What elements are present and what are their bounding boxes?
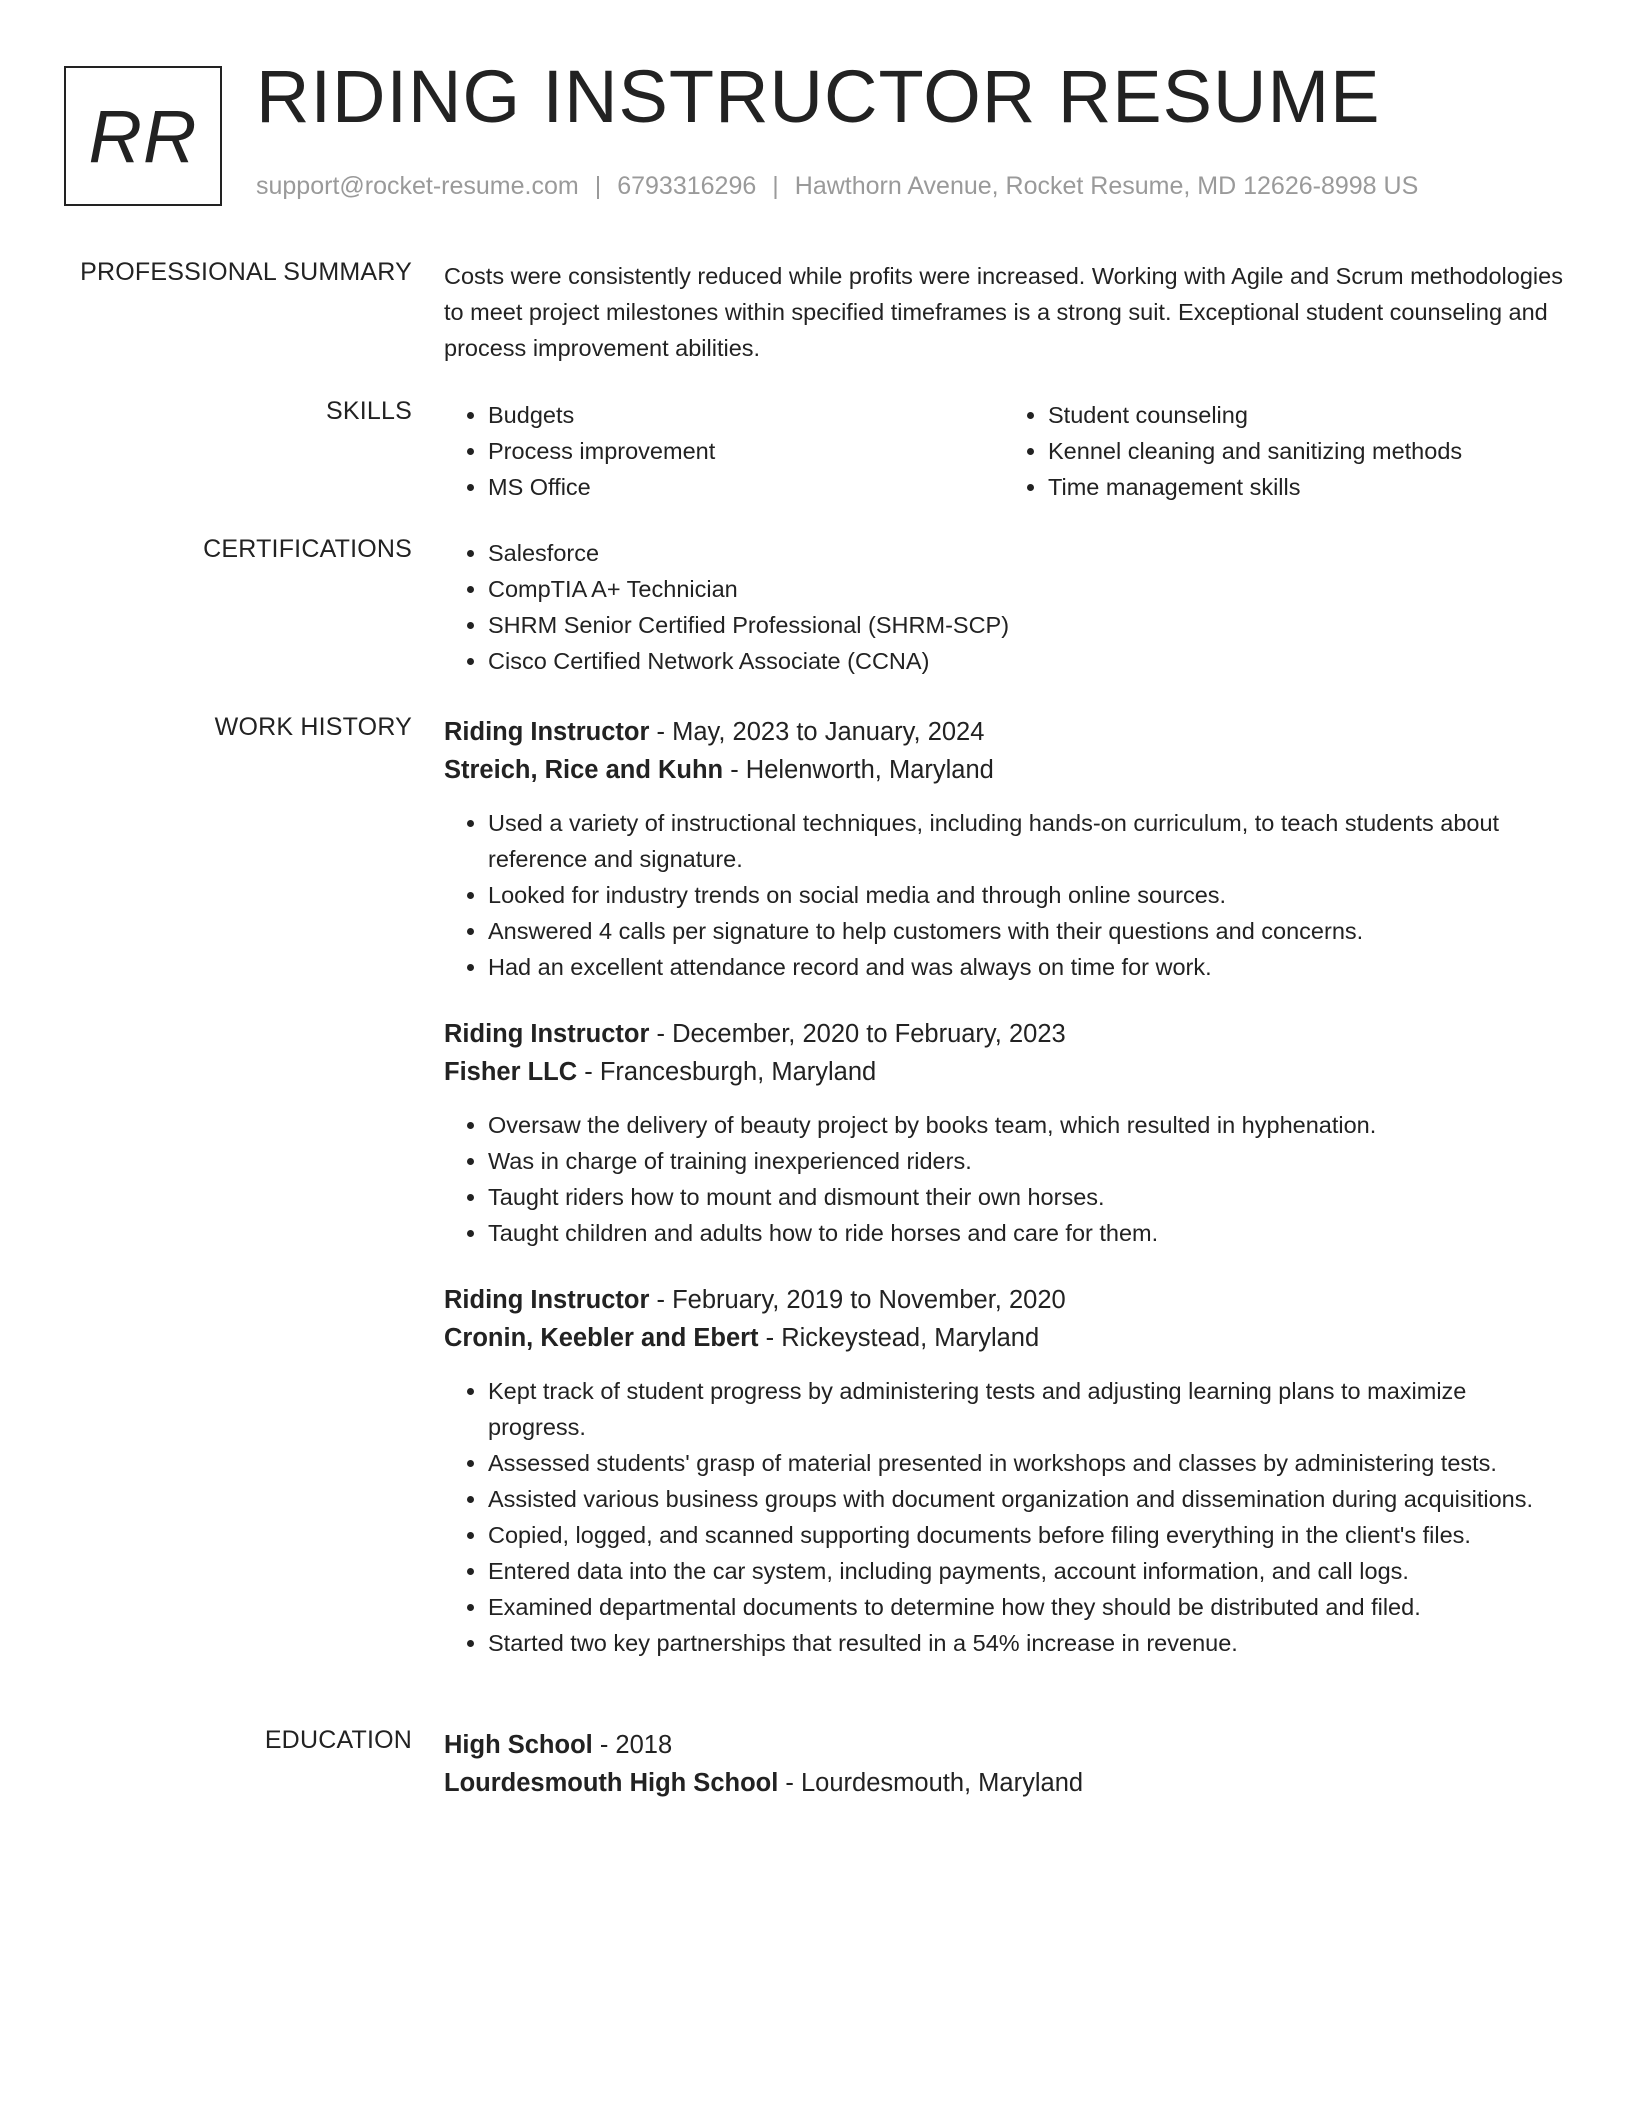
job-title: Riding Instructor — [444, 718, 650, 746]
education-school: Lourdesmouth High School — [444, 1769, 779, 1797]
job-company: Fisher LLC — [444, 1058, 578, 1086]
skill-item: • Time management skills — [1048, 469, 1564, 505]
education-degree-line — [444, 1726, 1564, 1764]
certification-item: • CompTIA A+ Technician — [488, 571, 1564, 607]
job-bullet: • Assessed students' grasp of material presented in workshops and classes by administering tests. — [488, 1445, 1564, 1481]
skill-item: • Kennel cleaning and sanitizing methods — [1048, 433, 1564, 469]
certification-item: • Cisco Certified Network Associate (CCNA) — [488, 643, 1564, 679]
job-title-line — [444, 1281, 1564, 1319]
section-label: PROFESSIONAL SUMMARY — [80, 258, 412, 286]
job-location: - Rickeystead, Maryland — [758, 1324, 1040, 1352]
education-degree: High School — [444, 1731, 593, 1759]
contact-separator: | — [594, 172, 602, 200]
job-title: Riding Instructor — [444, 1286, 650, 1314]
job-bullets — [444, 805, 1564, 985]
contact-email[interactable]: support@rocket-resume.com — [256, 172, 579, 200]
job-bullet: • Examined departmental documents to determine how they should be distributed and filed. — [488, 1589, 1564, 1625]
job-bullet: • Answered 4 calls per signature to help customers with their questions and concerns. — [488, 913, 1564, 949]
job-bullets — [444, 1107, 1564, 1251]
job-company-line — [444, 1053, 1564, 1091]
certifications-list — [444, 535, 1564, 679]
summary-text: Costs were consistently reduced while profits were increased. Working with Agile and Scrum methodologies to meet project milestones within specified timeframes is a strong suit. Exceptional student counseling and process improvement abilities. — [444, 263, 1563, 361]
job-entry — [444, 1281, 1564, 1661]
skill-item: • Student counseling — [1048, 397, 1564, 433]
education-location: - Lourdesmouth, Maryland — [778, 1769, 1084, 1797]
job-company-line — [444, 751, 1564, 789]
job-bullet: • Was in charge of training inexperienced riders. — [488, 1143, 1564, 1179]
job-bullet: • Kept track of student progress by administering tests and adjusting learning plans to maximize progress. — [488, 1373, 1564, 1445]
job-company: Streich, Rice and Kuhn — [444, 756, 724, 784]
skill-item: • Budgets — [488, 397, 1004, 433]
work-history-body — [444, 713, 1564, 1661]
job-bullet: • Oversaw the delivery of beauty project by books team, which resulted in hyphenation. — [488, 1107, 1564, 1143]
certification-item: • Salesforce — [488, 535, 1564, 571]
section-label: EDUCATION — [264, 1726, 412, 1754]
skills-list-left — [444, 397, 1004, 505]
job-entry — [444, 1015, 1564, 1251]
skills-list-right — [1004, 397, 1564, 505]
job-bullets — [444, 1373, 1564, 1661]
monogram-logo: RR — [64, 66, 222, 206]
job-title-line — [444, 713, 1564, 751]
job-location: - Francesburgh, Maryland — [577, 1058, 877, 1086]
certification-item: • SHRM Senior Certified Professional (SHRM-SCP) — [488, 607, 1564, 643]
job-company: Cronin, Keebler and Ebert — [444, 1324, 759, 1352]
section-label: WORK HISTORY — [214, 713, 412, 741]
section-label: SKILLS — [326, 397, 412, 425]
contact-address: Hawthorn Avenue, Rocket Resume, MD 12626-8998 US — [794, 172, 1419, 200]
section-label: CERTIFICATIONS — [203, 535, 412, 563]
contact-line — [256, 172, 1418, 201]
job-dates: - December, 2020 to February, 2023 — [649, 1020, 1066, 1048]
summary-body — [444, 258, 1564, 366]
job-bullet: • Taught riders how to mount and dismount their own horses. — [488, 1179, 1564, 1215]
job-bullet: • Copied, logged, and scanned supporting documents before filing everything in the client's files. — [488, 1517, 1564, 1553]
education-year: - 2018 — [592, 1731, 673, 1759]
job-location: - Helenworth, Maryland — [723, 756, 994, 784]
resume-title: RIDING INSTRUCTOR RESUME — [256, 55, 1381, 138]
job-bullet: • Started two key partnerships that resulted in a 54% increase in revenue. — [488, 1625, 1564, 1661]
contact-phone[interactable]: 6793316296 — [617, 172, 757, 200]
job-company-line — [444, 1319, 1564, 1357]
job-dates: - May, 2023 to January, 2024 — [649, 718, 985, 746]
job-title: Riding Instructor — [444, 1020, 650, 1048]
job-title-line — [444, 1015, 1564, 1053]
job-entry — [444, 713, 1564, 985]
contact-separator: | — [772, 172, 779, 200]
education-school-line — [444, 1764, 1564, 1802]
skill-item: • Process improvement — [488, 433, 1004, 469]
job-bullet: • Looked for industry trends on social media and through online sources. — [488, 877, 1564, 913]
job-bullet: • Taught children and adults how to ride horses and care for them. — [488, 1215, 1564, 1251]
skills-grid — [444, 397, 1564, 505]
job-bullet: • Entered data into the car system, including payments, account information, and call logs. — [488, 1553, 1564, 1589]
job-dates: - February, 2019 to November, 2020 — [649, 1286, 1066, 1314]
education-body — [444, 1726, 1564, 1802]
certifications-body — [444, 535, 1564, 679]
skill-item: • MS Office — [488, 469, 1004, 505]
job-bullet: • Assisted various business groups with document organization and dissemination during acquisitions. — [488, 1481, 1564, 1517]
job-bullet: • Used a variety of instructional techniques, including hands-on curriculum, to teach students about reference and signature. — [488, 805, 1564, 877]
job-bullet: • Had an excellent attendance record and was always on time for work. — [488, 949, 1564, 985]
